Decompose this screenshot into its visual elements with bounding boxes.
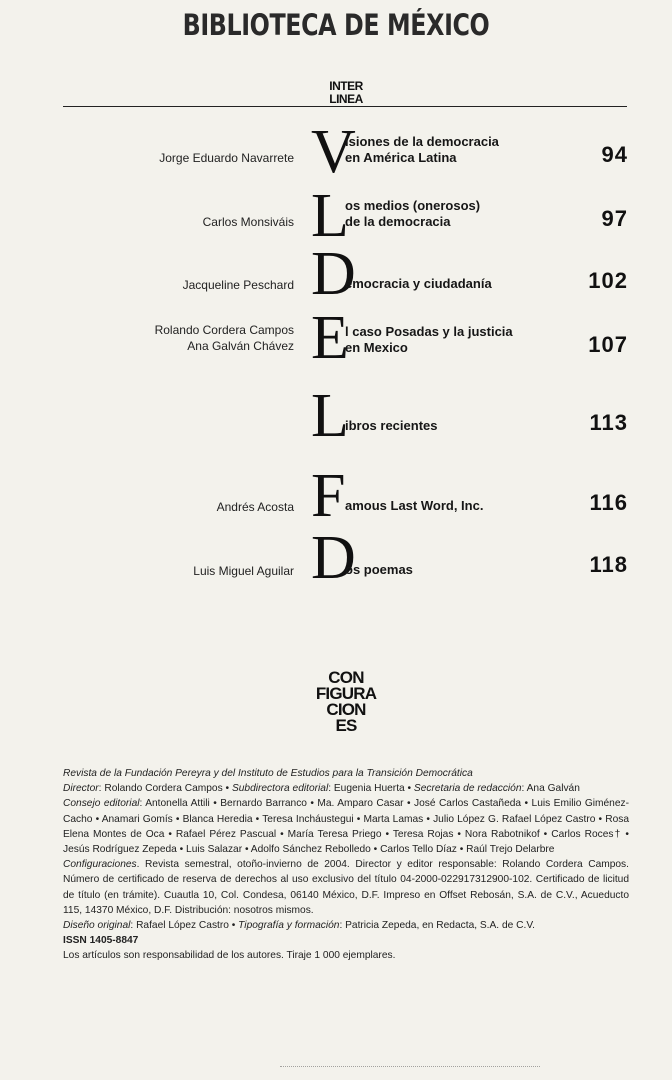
page-number: 97 — [601, 206, 628, 231]
entry-title: os medios (onerosos) de la democracia — [345, 198, 481, 229]
header-rule — [63, 106, 627, 107]
page-number: 118 — [589, 552, 628, 577]
staff-line: Director: Rolando Cordera Campos • Subdirectora editorial: Eugenia Huerta • Secretaria de redacción: Ana Galván — [63, 783, 580, 795]
logo-line: LINEA — [329, 92, 363, 106]
design-credits: Diseño original: Rafael López Castro • Tipografía y formación: Patricia Zepeda, en Redacta, S.A. de C.V. — [63, 920, 536, 932]
entry-author: Rolando Cordera Campos Ana Galván Chávez — [154, 323, 294, 353]
entry-title: os poemas — [345, 562, 413, 577]
responsibility-note: Los artículos son responsabilidad de los autores. Tiraje 1 000 ejemplares. — [63, 950, 396, 962]
issn: ISSN 1405-8847 — [63, 935, 139, 947]
toc-entry[interactable] — [0, 118, 672, 186]
entry-author: Andrés Acosta — [216, 500, 294, 514]
colophon — [63, 766, 629, 964]
revista-line: Revista de la Fundación Pereyra y del Instituto de Estudios para la Transición Democrática — [63, 768, 473, 779]
toc-entry[interactable] — [0, 524, 672, 592]
drop-cap: D — [311, 524, 356, 592]
page-number: 116 — [589, 490, 628, 515]
entry-author: Carlos Monsiváis — [202, 215, 294, 229]
drop-cap: L — [311, 382, 349, 450]
interlinea-logo — [322, 80, 370, 106]
entry-title: ibros recientes — [345, 418, 438, 433]
page-number: 107 — [588, 332, 628, 357]
page-number: 102 — [588, 268, 628, 293]
library-stamp: BIBLIOTECA DE MÉXICO — [182, 8, 490, 42]
drop-cap: V — [311, 118, 356, 186]
entry-author: Jorge Eduardo Navarrete — [159, 151, 294, 165]
drop-cap: E — [311, 304, 349, 372]
toc-entry[interactable] — [0, 240, 672, 308]
toc-entry[interactable] — [0, 462, 672, 530]
page-number: 113 — [589, 410, 628, 435]
drop-cap: D — [311, 240, 356, 308]
configuraciones-logo: CON FIGURA CION ES — [315, 668, 377, 735]
entry-title: isiones de la democracia en América Latina — [345, 134, 499, 165]
toc-entry[interactable] — [0, 382, 672, 450]
entry-title: emocracia y ciudadanía — [345, 276, 492, 291]
drop-cap: L — [311, 182, 349, 250]
logo-line: INTER — [329, 79, 363, 93]
page-number: 94 — [601, 142, 628, 167]
entry-title: l caso Posadas y la justicia en Mexico — [345, 324, 513, 355]
toc-entry[interactable] — [0, 304, 672, 372]
entry-title: amous Last Word, Inc. — [345, 498, 484, 513]
drop-cap: F — [311, 462, 346, 530]
consejo-editorial: Consejo editorial: Antonella Attili • Bernardo Barranco • Ma. Amparo Casar • José Carlos Castañeda • Luis Emilio Giménez-Cacho • Anamari Gomís • Blanca Heredia • Teresa Incháustegui • Marta Lamas • Julio López G. Rafael López Castro • Rosa Elena Montes de Oca • Rafael Pérez Pascual • María Teresa Priego • Teresa Rojas • Nora Rabotnikof • Carlos Roces† • Jesús Rodríguez Zepeda • Luis Salazar • Adolfo Sánchez Rebolledo • Carlos Tello Díaz • Raúl Trejo Delarbre — [63, 798, 630, 856]
entry-author: Jacqueline Peschard — [182, 278, 294, 292]
publication-info: Configuraciones. Revista semestral, otoño-invierno de 2004. Director y editor responsable: Rolando Cordera Campos. Número de certificado de reserva de derechos al uso exclusivo del título 04-2000-022917312900-102. Certificado de licitud de título (en trámite). Cuautla 10, Col. Condesa, 06140 México, D.F. Impreso en Offset Rebosán, S.A. de C.V., Acueducto 115, 14370 México, D.F. Distribución: nosotros mismos. — [63, 859, 629, 916]
entry-author: Luis Miguel Aguilar — [193, 564, 294, 578]
page-scuff — [280, 1066, 540, 1073]
